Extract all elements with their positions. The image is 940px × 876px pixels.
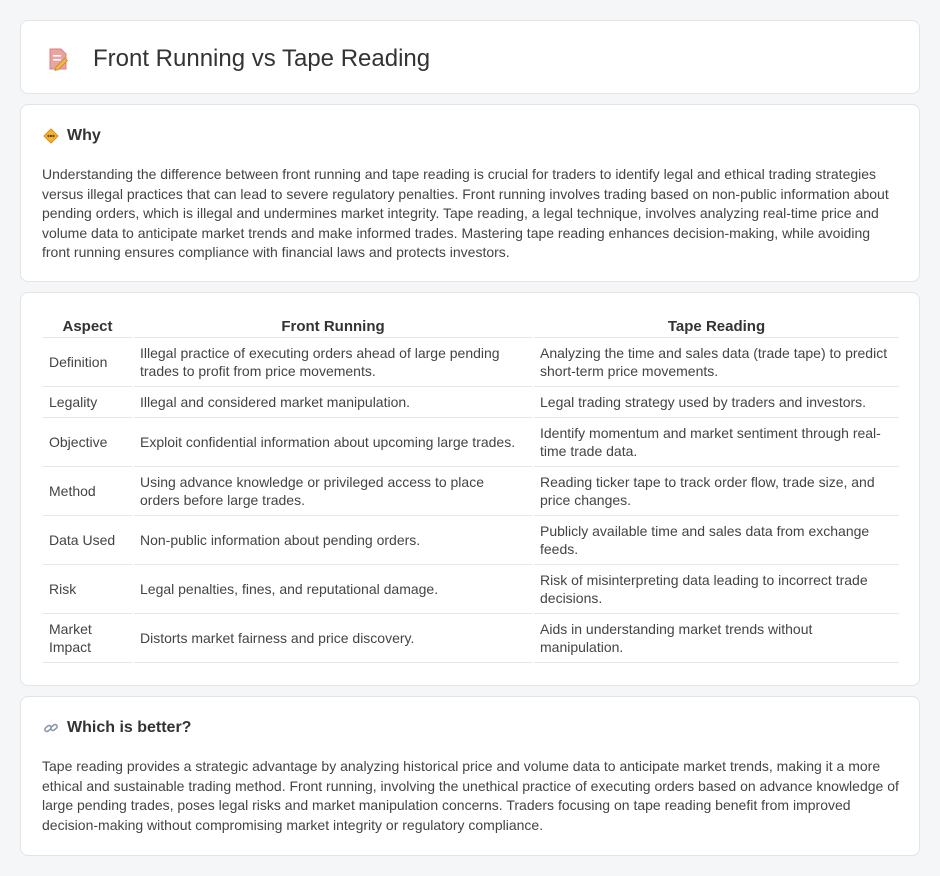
better-title: Which is better?: [67, 719, 192, 736]
tape-reading-cell: Reading ticker tape to track order flow, trade size, and price changes.: [533, 467, 899, 516]
aspect-cell: Market Impact: [43, 614, 133, 663]
front-running-cell: Illegal and considered market manipulation.: [133, 387, 533, 418]
document-pencil-icon: [47, 47, 69, 71]
tape-reading-cell: Publicly available time and sales data from exchange feeds.: [533, 516, 899, 565]
aspect-cell: Method: [43, 467, 133, 516]
why-heading: [43, 127, 101, 145]
why-text: Understanding the difference between front running and tape reading is crucial for traders to identify legal and ethical trading strategies versus illegal practices that can lead to severe regulatory penalties. Front running involves trading based on non-public information about pending orders, which is illegal and undermines market integrity. Tape reading, a legal technique, involves analyzing real-time price and volume data to anticipate market trends and make informed trades. Mastering tape reading enhances decision-making, while avoiding front running ensures compliance with financial laws and protects investors.: [42, 166, 889, 261]
which-is-better-section: [20, 696, 920, 856]
title-card: [20, 20, 920, 94]
table-row: [43, 565, 899, 614]
why-title: Why: [67, 127, 101, 144]
column-header-front-running: Front Running: [133, 315, 533, 338]
column-header-aspect: Aspect: [43, 315, 133, 338]
comparison-card: [20, 292, 920, 686]
table-row: [43, 418, 899, 467]
tape-reading-cell: Legal trading strategy used by traders and investors.: [533, 387, 899, 418]
front-running-cell: Legal penalties, fines, and reputational damage.: [133, 565, 533, 614]
front-running-cell: Non-public information about pending orders.: [133, 516, 533, 565]
aspect-cell: Data Used: [43, 516, 133, 565]
column-header-tape-reading: Tape Reading: [533, 315, 899, 338]
front-running-cell: Exploit confidential information about upcoming large trades.: [133, 418, 533, 467]
better-text: Tape reading provides a strategic advantage by analyzing historical price and volume data to anticipate market trends, making it a more ethical and sustainable trading method. Front running, involving the unethical practice of executing orders based on advance knowledge of large pending trades, poses legal risks and market manipulation concerns. Traders focusing on tape reading benefit from improved decision-making without compromising market integrity or regulatory compliance.: [42, 758, 899, 833]
comparison-table: [43, 315, 899, 663]
tape-reading-cell: Risk of misinterpreting data leading to incorrect trade decisions.: [533, 565, 899, 614]
diamond-warning-icon: [43, 128, 59, 144]
table-row: [43, 467, 899, 516]
aspect-cell: Definition: [43, 338, 133, 387]
better-heading: [43, 719, 191, 737]
table-row: [43, 516, 899, 565]
link-icon: [43, 720, 59, 736]
aspect-cell: Objective: [43, 418, 133, 467]
front-running-cell: Using advance knowledge or privileged access to place orders before large trades.: [133, 467, 533, 516]
front-running-cell: Illegal practice of executing orders ahead of large pending trades to profit from price movements.: [133, 338, 533, 387]
page-title: Front Running vs Tape Reading: [93, 45, 431, 72]
table-row: [43, 338, 899, 387]
why-section: [20, 104, 920, 282]
tape-reading-cell: Analyzing the time and sales data (trade tape) to predict short-term price movements.: [533, 338, 899, 387]
table-header-row: [43, 315, 899, 338]
table-row: [43, 387, 899, 418]
tape-reading-cell: Aids in understanding market trends without manipulation.: [533, 614, 899, 663]
tape-reading-cell: Identify momentum and market sentiment through real-time trade data.: [533, 418, 899, 467]
aspect-cell: Legality: [43, 387, 133, 418]
front-running-cell: Distorts market fairness and price discovery.: [133, 614, 533, 663]
table-row: [43, 614, 899, 663]
aspect-cell: Risk: [43, 565, 133, 614]
